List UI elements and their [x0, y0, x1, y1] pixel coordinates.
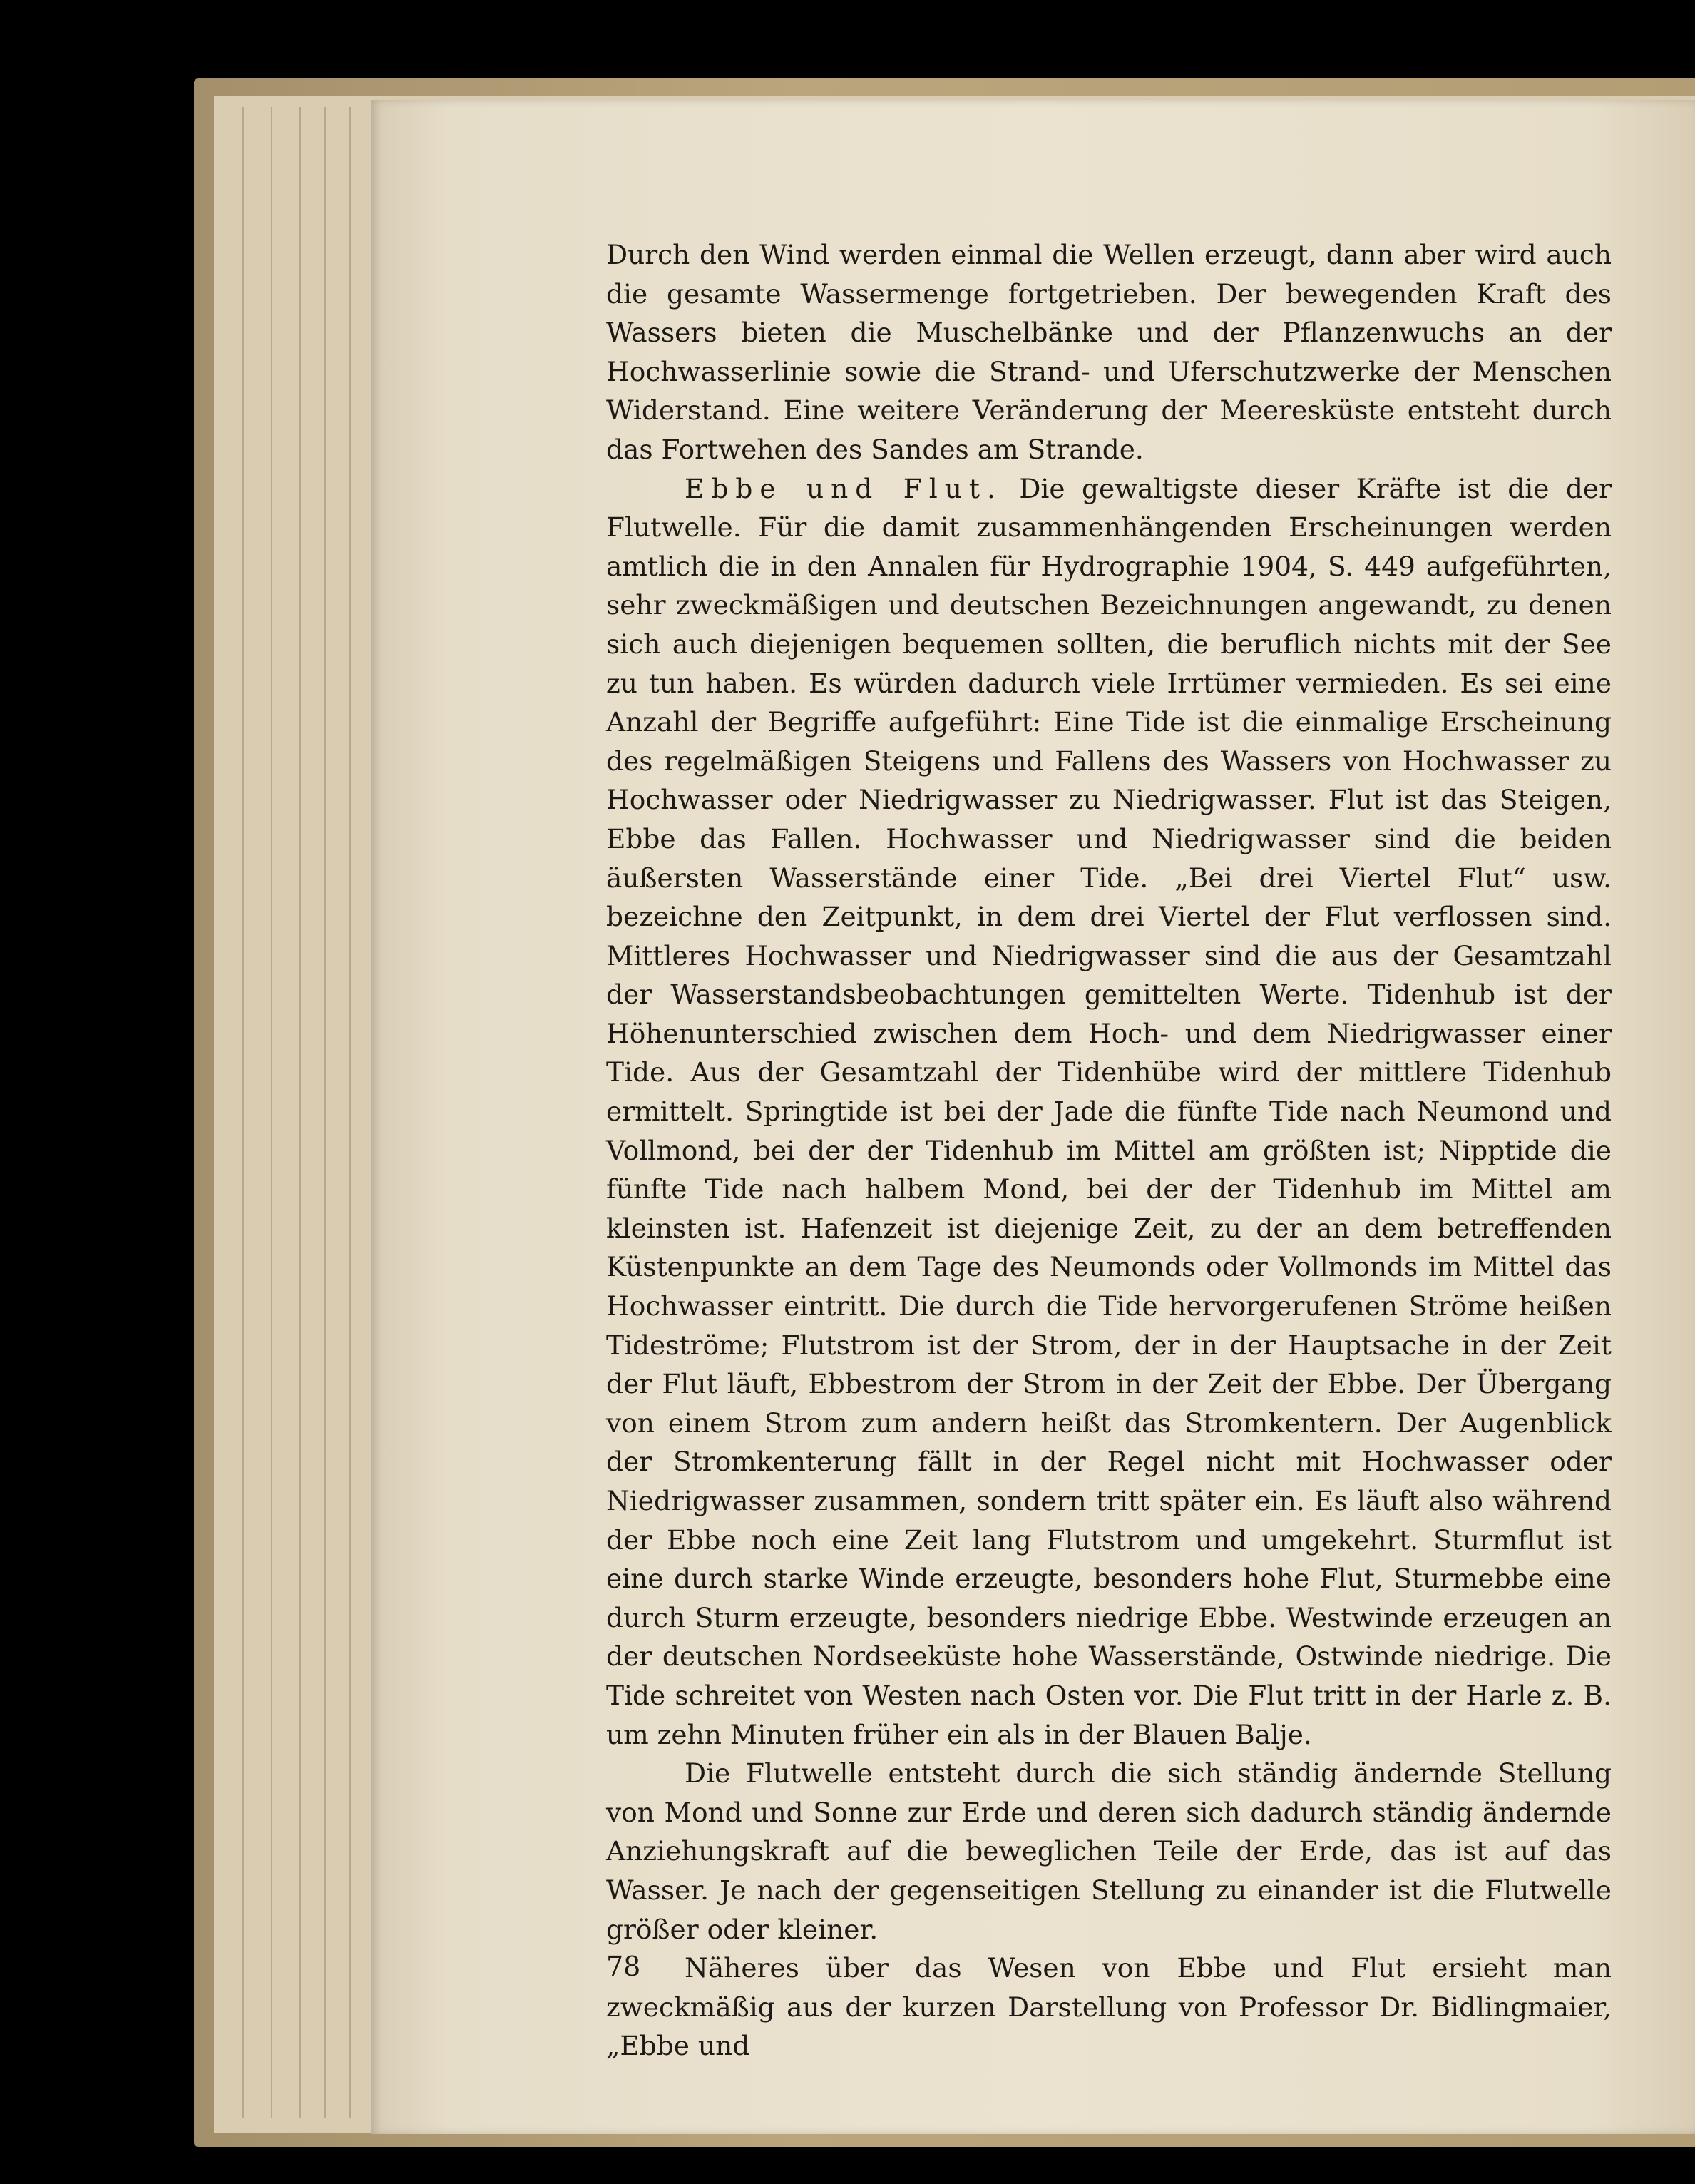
paragraph-2	[606, 469, 1612, 1755]
paragraph-4-text: Näheres über das Wesen von Ebbe und Flut ersieht man zweckmäßig aus der kurzen Darstellung von Professor Dr. Bidlingmaier, „Ebbe und	[606, 1952, 1612, 2062]
paragraph-3-text: Die Flutwelle entsteht durch die sich ständig ändernde Stellung von Mond und Sonne zur Erde und deren sich dadurch ständig ändernde Anziehungskraft auf die beweglichen Teile der Erde, das ist auf das Wasser. Je nach der gegenseitigen Stellung zu einander ist die Flutwelle größer oder kleiner.	[606, 1757, 1612, 1945]
page-number: 78	[606, 1951, 641, 1982]
page-edge-line	[324, 107, 326, 2118]
paragraph-2-text: Die gewaltigste dieser Kräfte ist die der Flutwelle. Für die damit zusammenhängenden Erscheinungen werden amtlich die in den Annalen für Hydrographie 1904, S. 449 aufgeführten, sehr zweckmäßigen und deutschen Bezeichnungen angewandt, zu denen sich auch diejenigen bequemen sollten, die beruflich nichts mit der See zu tun haben. Es würden dadurch viele Irrtümer vermieden. Es sei eine Anzahl der Begriffe aufgeführt: Eine Tide ist die einmalige Erscheinung des regelmäßigen Steigens und Fallens des Wassers von Hochwasser zu Hochwasser oder Niedrigwasser zu Niedrigwasser. Flut ist das Steigen, Ebbe das Fallen. Hochwasser und Niedrigwasser sind die beiden äußersten Wasserstände einer Tide. „Bei drei Viertel Flut“ usw. bezeichne den Zeitpunkt, in dem drei Viertel der Flut verflossen sind. Mittleres Hochwasser und Niedrigwasser sind die aus der Gesamtzahl der Wasserstandsbeobachtungen gemittelten Werte. Tidenhub ist der Höhenunterschied zwischen dem Hoch- und dem Niedrigwasser einer Tide. Aus der Gesamtzahl der Tidenhübe wird der mittlere Tidenhub ermittelt. Springtide ist bei der Jade die fünfte Tide nach Neumond und Vollmond, bei der der Tidenhub im Mittel am größten ist; Nipptide die fünfte Tide nach halbem Mond, bei der der Tidenhub im Mittel am kleinsten ist. Hafenzeit ist diejenige Zeit, zu der an dem betreffenden Küstenpunkte an dem Tage des Neumonds oder Vollmonds im Mittel das Hochwasser eintritt. Die durch die Tide hervorgerufenen Ströme heißen Tideströme; Flutstrom ist der Strom, der in der Hauptsache in der Zeit der Flut läuft, Ebbestrom der Strom in der Zeit der Ebbe. Der Übergang von einem Strom zum andern heißt das Stromkentern. Der Augenblick der Stromkenterung fällt in der Regel nicht mit Hochwasser oder Niedrigwasser zusammen, sondern tritt später ein. Es läuft also während der Ebbe noch eine Zeit lang Flutstrom und umgekehrt. Sturmflut ist eine durch starke Winde erzeugte, besonders hohe Flut, Sturmebbe eine durch Sturm erzeugte, besonders niedrige Ebbe. Westwinde erzeugen an der deutschen Nordseeküste hohe Wasserstände, Ostwinde niedrige. Die Tide schreitet von Westen nach Osten vor. Die Flut tritt in der Harle z. B. um zehn Minuten früher ein als in der Blauen Balje.	[606, 472, 1612, 1750]
section-heading-ebbe-und-flut: Ebbe und Flut.	[685, 472, 1003, 504]
paragraph-1-text: Durch den Wind werden einmal die Wellen erzeugt, dann aber wird auch die gesamte Wassermenge fortgetrieben. Der bewegenden Kraft des Wassers bieten die Muschelbänke und der Pflanzenwuchs an der Hochwasserlinie sowie die Strand- und Uferschutzwerke der Menschen Widerstand. Eine weitere Veränderung der Meeresküste entsteht durch das Fortwehen des Sandes am Strande.	[606, 239, 1612, 465]
page-body-text	[606, 235, 1612, 2066]
page-edge-line	[349, 107, 351, 2118]
paragraph-1	[606, 235, 1612, 469]
paragraph-4	[606, 1949, 1612, 2066]
paragraph-3	[606, 1754, 1612, 1949]
page-edge-line	[271, 107, 272, 2118]
page-edge-line	[242, 107, 244, 2118]
page-edge-line	[299, 107, 301, 2118]
